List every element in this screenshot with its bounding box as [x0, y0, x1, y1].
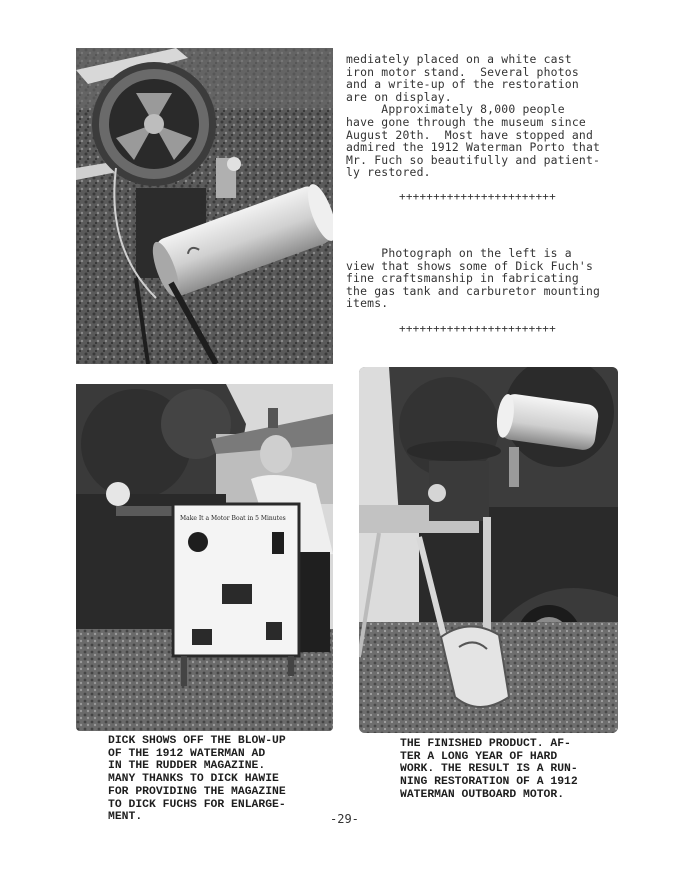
poster-heading: Make It a Motor Boat in 5 Minutes [180, 515, 286, 522]
text-line: fine craftsmanship in fabricating [346, 271, 579, 286]
caption-line: MANY THANKS TO DICK HAWIE [108, 773, 279, 786]
caption-left [108, 735, 286, 824]
separator-line: +++++++++++++++++++++++ [399, 190, 556, 203]
page-number: -29- [330, 812, 359, 826]
text-line: and a write-up of the restoration [346, 77, 579, 92]
restoration-paragraph [346, 53, 600, 179]
text-line: August 20th. Most have stopped and [346, 127, 594, 142]
caption-line: TER A LONG YEAR OF HARD [400, 750, 558, 763]
caption-line: IN THE RUDDER MAGAZINE. [108, 760, 266, 773]
caption-line: OF THE 1912 WATERMAN AD [108, 747, 266, 760]
photo-finished-motor [359, 367, 618, 733]
caption-line: THE FINISHED PRODUCT. AF- [400, 738, 571, 750]
text-line: ly restored. [346, 165, 431, 180]
photo-engine-gas-tank [76, 48, 333, 364]
text-line: mediately placed on a white cast [346, 52, 572, 66]
caption-line: DICK SHOWS OFF THE BLOW-UP [108, 735, 286, 747]
caption-line: FOR PROVIDING THE MAGAZINE [108, 785, 286, 798]
text-line: Photograph on the left is a [346, 246, 572, 260]
text-line: the gas tank and carburetor mounting [346, 283, 601, 298]
caption-line: TO DICK FUCHS FOR ENLARGE- [108, 798, 286, 811]
photo-dick-with-ad [76, 384, 333, 731]
caption-line: WATERMAN OUTBOARD MOTOR. [400, 788, 565, 801]
text-line: have gone through the museum since [346, 114, 586, 129]
text-line: Mr. Fuch so beautifully and patient- [346, 152, 601, 167]
text-line: Approximately 8,000 people [346, 102, 565, 117]
text-line: are on display. [346, 89, 452, 104]
text-line: view that shows some of Dick Fuch's [346, 258, 594, 273]
text-line: items. [346, 296, 389, 311]
text-line: iron motor stand. Several photos [346, 64, 579, 79]
photo-description-paragraph [346, 247, 600, 310]
caption-line: MENT. [108, 811, 143, 824]
caption-line: WORK. THE RESULT IS A RUN- [400, 763, 578, 776]
separator-line: +++++++++++++++++++++++ [399, 322, 556, 335]
text-line: admired the 1912 Waterman Porto that [346, 140, 601, 155]
caption-line: NING RESTORATION OF A 1912 [400, 776, 578, 789]
caption-right [400, 738, 578, 802]
